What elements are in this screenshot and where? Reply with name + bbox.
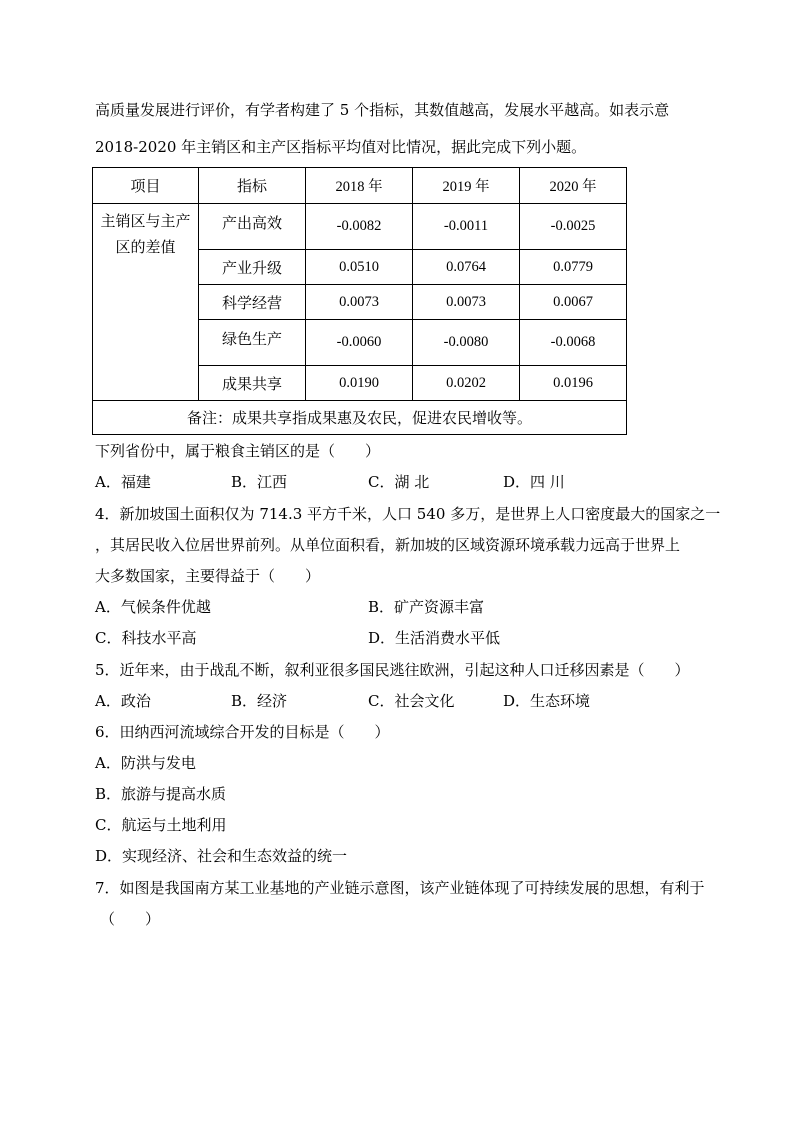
value-cell: 0.0779 [520, 250, 627, 285]
q5-stem: 5．近年来，由于战乱不断，叙利亚很多国民逃往欧洲，引起这种人口迁移因素是（ ） [95, 661, 690, 679]
indicator-cell: 成果共享 [199, 366, 306, 401]
q5-option-d: D．生态环境 [503, 692, 591, 710]
header-indicator: 指标 [199, 168, 306, 204]
value-cell: 0.0764 [413, 250, 520, 285]
q3-option-c: C．湖 北 [368, 473, 430, 491]
header-2018: 2018 年 [306, 168, 413, 204]
intro-line-2: 2018-2020 年主销区和主产区指标平均值对比情况，据此完成下列小题。 [95, 138, 587, 156]
indicator-table [92, 167, 627, 435]
q6-option-c: C．航运与土地利用 [95, 816, 227, 834]
table-note: 备注：成果共享指成果惠及农民，促进农民增收等。 [93, 401, 627, 435]
value-cell: 0.0073 [413, 285, 520, 320]
header-2020: 2020 年 [520, 168, 627, 204]
header-item: 项目 [93, 168, 199, 204]
value-cell: -0.0082 [306, 204, 413, 250]
value-cell: 0.0073 [306, 285, 413, 320]
q3-option-a: A．福建 [95, 473, 151, 491]
q3-option-b: B．江西 [231, 473, 288, 491]
value-cell: 0.0190 [306, 366, 413, 401]
value-cell: -0.0025 [520, 204, 627, 250]
intro-line-1: 高质量发展进行评价，有学者构建了 5 个指标，其数值越高，发展水平越高。如表示意 [95, 101, 670, 119]
category-cell [93, 204, 199, 401]
q5-option-b: B．经济 [231, 692, 288, 710]
indicator-cell: 产出高效 [199, 204, 306, 250]
q4-option-b: B．矿产资源丰富 [368, 598, 485, 616]
indicator-cell: 产业升级 [199, 250, 306, 285]
q4-option-c: C．科技水平高 [95, 629, 197, 647]
q6-option-b: B．旅游与提高水质 [95, 785, 227, 803]
q4-option-a: A．气候条件优越 [95, 598, 211, 616]
indicator-cell: 科学经营 [199, 285, 306, 320]
q6-option-a: A．防洪与发电 [95, 754, 196, 772]
q7-line-1: 7．如图是我国南方某工业基地的产业链示意图，该产业链体现了可持续发展的思想，有利于 [95, 879, 705, 897]
value-cell: -0.0080 [413, 320, 520, 366]
value-cell: -0.0011 [413, 204, 520, 250]
category-line-1: 主销区与主产 [100, 212, 191, 230]
value-cell: -0.0060 [306, 320, 413, 366]
q6-stem: 6．田纳西河流域综合开发的目标是（ ） [95, 723, 390, 741]
q3-option-d: D．四 川 [503, 473, 565, 491]
q5-option-c: C．社会文化 [368, 692, 455, 710]
value-cell: 0.0067 [520, 285, 627, 320]
q4-line-3: 大多数国家，主要得益于（ ） [95, 567, 321, 585]
value-cell: -0.0068 [520, 320, 627, 366]
table-note-row [93, 401, 627, 435]
q3-stem: 下列省份中，属于粮食主销区的是（ ） [95, 442, 381, 460]
q4-option-d: D．生活消费水平低 [368, 629, 501, 647]
q4-line-1: 4．新加坡国土面积仅为 714.3 平方千米，人口 540 多万，是世界上人口密度最大的国家之一 [95, 505, 721, 523]
q4-line-2: ，其居民收入位居世界前列。从单位面积看，新加坡的区域资源环境承载力远高于世界上 [95, 536, 681, 554]
q7-line-2: （ ） [100, 910, 161, 928]
table-header-row [93, 168, 627, 204]
category-line-2: 区的差值 [115, 238, 176, 256]
value-cell: 0.0196 [520, 366, 627, 401]
q6-option-d: D．实现经济、社会和生态效益的统一 [95, 847, 348, 865]
value-cell: 0.0202 [413, 366, 520, 401]
value-cell: 0.0510 [306, 250, 413, 285]
indicator-cell: 绿色生产 [199, 320, 306, 366]
table-row [93, 204, 627, 250]
q5-option-a: A．政治 [95, 692, 151, 710]
header-2019: 2019 年 [413, 168, 520, 204]
